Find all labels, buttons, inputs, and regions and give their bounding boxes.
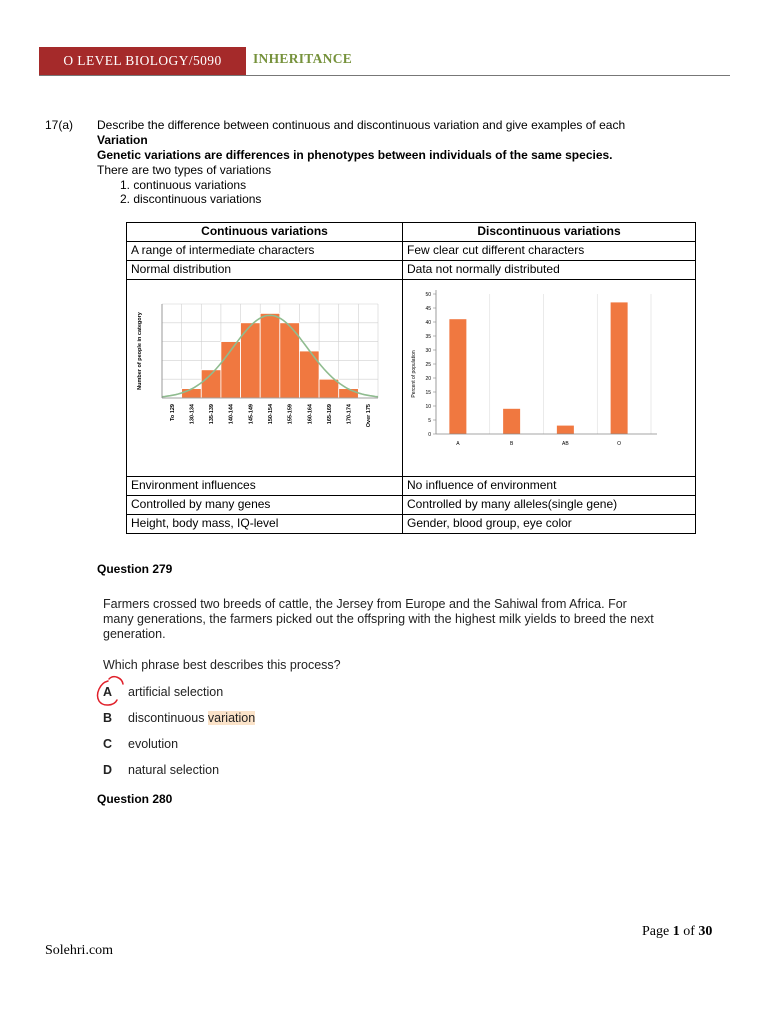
table-row (127, 496, 696, 515)
table-header-row (127, 223, 696, 242)
option-letter: B (103, 711, 113, 725)
table-cell: Data not normally distributed (403, 261, 696, 280)
y-tick-label: 35 (425, 334, 431, 340)
table-cell: Few clear cut different characters (403, 242, 696, 261)
bar (503, 409, 520, 434)
y-tick-label: 10 (425, 404, 431, 410)
bar (319, 379, 339, 398)
type-item: 1. continuous variations (120, 178, 247, 192)
question-prompt: Describe the difference between continuous and discontinuous variation and give examples of each (97, 118, 626, 132)
x-tick-label: O (617, 441, 622, 447)
option-text: discontinuous variation (128, 711, 256, 725)
bar (611, 302, 628, 434)
blood-group-chart (403, 280, 696, 476)
course-title: O LEVEL BIOLOGY/5090 (63, 53, 222, 68)
continuous-chart-cell (127, 280, 403, 477)
tick-label: 170-174 (346, 404, 353, 425)
option-text: artificial selection (128, 685, 224, 699)
header-continuous: Continuous variations (127, 223, 403, 242)
option-d (103, 763, 219, 777)
y-axis-label: Percent of population (411, 350, 417, 398)
question-stem: Which phrase best describes this process? (103, 658, 341, 672)
table-cell: A range of intermediate characters (127, 242, 403, 261)
bar (182, 389, 202, 398)
question-number: 17(a) (45, 118, 74, 132)
bar (339, 389, 359, 398)
x-tick-label: AB (562, 441, 569, 447)
tick-label: To 129 (169, 404, 176, 422)
option-c (103, 737, 178, 751)
intro-text: There are two types of variations (97, 163, 272, 177)
y-tick-label: 15 (425, 390, 431, 396)
table-row (127, 261, 696, 280)
table-row (127, 242, 696, 261)
y-tick-label: 50 (425, 292, 431, 298)
tick-label: Over 175 (366, 404, 373, 428)
y-tick-label: 20 (425, 376, 431, 382)
y-axis-label: Number of people in category (137, 312, 143, 390)
chart-row (127, 280, 696, 477)
tick-label: 130-134 (189, 404, 196, 425)
topic-title: INHERITANCE (253, 51, 353, 66)
page-of: of (683, 924, 695, 939)
table-cell: Height, body mass, IQ-level (127, 515, 403, 534)
table-cell: Gender, blood group, eye color (403, 515, 696, 534)
tick-label: 140-144 (228, 404, 235, 425)
page-prefix: Page (642, 924, 670, 939)
option-letter: C (103, 737, 113, 751)
bar (557, 426, 574, 434)
type-item: 2. discontinuous variations (120, 192, 262, 206)
table-cell: Environment influences (127, 477, 403, 496)
answer-circle-annotation (92, 670, 138, 710)
tick-label: 155-159 (287, 404, 294, 425)
y-tick-label: 40 (425, 320, 431, 326)
table-cell: Controlled by many alleles(single gene) (403, 496, 696, 515)
header-discontinuous: Discontinuous variations (403, 223, 696, 242)
question-label: Question 279 (97, 562, 173, 576)
tick-label: 145-149 (248, 404, 255, 425)
question-label: Question 280 (97, 792, 173, 806)
option-letter: A (103, 685, 113, 699)
x-tick-label: B (509, 441, 514, 447)
definition-text: Genetic variations are differences in phenotypes between individuals of the same species. (97, 148, 613, 162)
x-tick-label: A (456, 441, 460, 447)
bar (299, 351, 319, 398)
y-tick-label: 45 (425, 306, 431, 312)
discontinuous-chart-cell (403, 280, 696, 477)
y-tick-label: 25 (425, 362, 431, 368)
table-cell: No influence of environment (403, 477, 696, 496)
table-cell: Normal distribution (127, 261, 403, 280)
page-number (642, 924, 712, 940)
page-current: 1 (672, 924, 680, 939)
height-histogram-chart (127, 280, 403, 476)
question-body: Farmers crossed two breeds of cattle, the Jersey from Europe and the Sahiwal from Africa. For many generations, the farmers picked out the offspring with the highest milk yields to breed the next generation. (103, 597, 654, 641)
y-tick-label: 0 (428, 432, 431, 438)
header-divider (39, 75, 730, 76)
table-row (127, 515, 696, 534)
table-row (127, 477, 696, 496)
option-letter: D (103, 763, 113, 777)
section-heading: Variation (97, 133, 148, 147)
page-total: 30 (698, 924, 713, 939)
bar (449, 319, 466, 434)
variation-table (126, 222, 696, 534)
option-text: evolution (128, 737, 179, 751)
tick-label: 135-139 (209, 404, 216, 425)
tick-label: 150-154 (268, 404, 274, 425)
option-b (103, 711, 255, 725)
option-text: natural selection (128, 763, 220, 777)
tick-label: 165-169 (326, 404, 333, 425)
footer-site: Solehri.com (45, 943, 114, 958)
table-cell: Controlled by many genes (127, 496, 403, 515)
highlighted-word: variation (207, 711, 256, 725)
y-tick-label: 30 (425, 348, 431, 354)
bar (260, 313, 280, 398)
tick-label: 160-164 (307, 404, 314, 425)
y-tick-label: 5 (428, 418, 431, 424)
course-header-box (39, 47, 246, 75)
